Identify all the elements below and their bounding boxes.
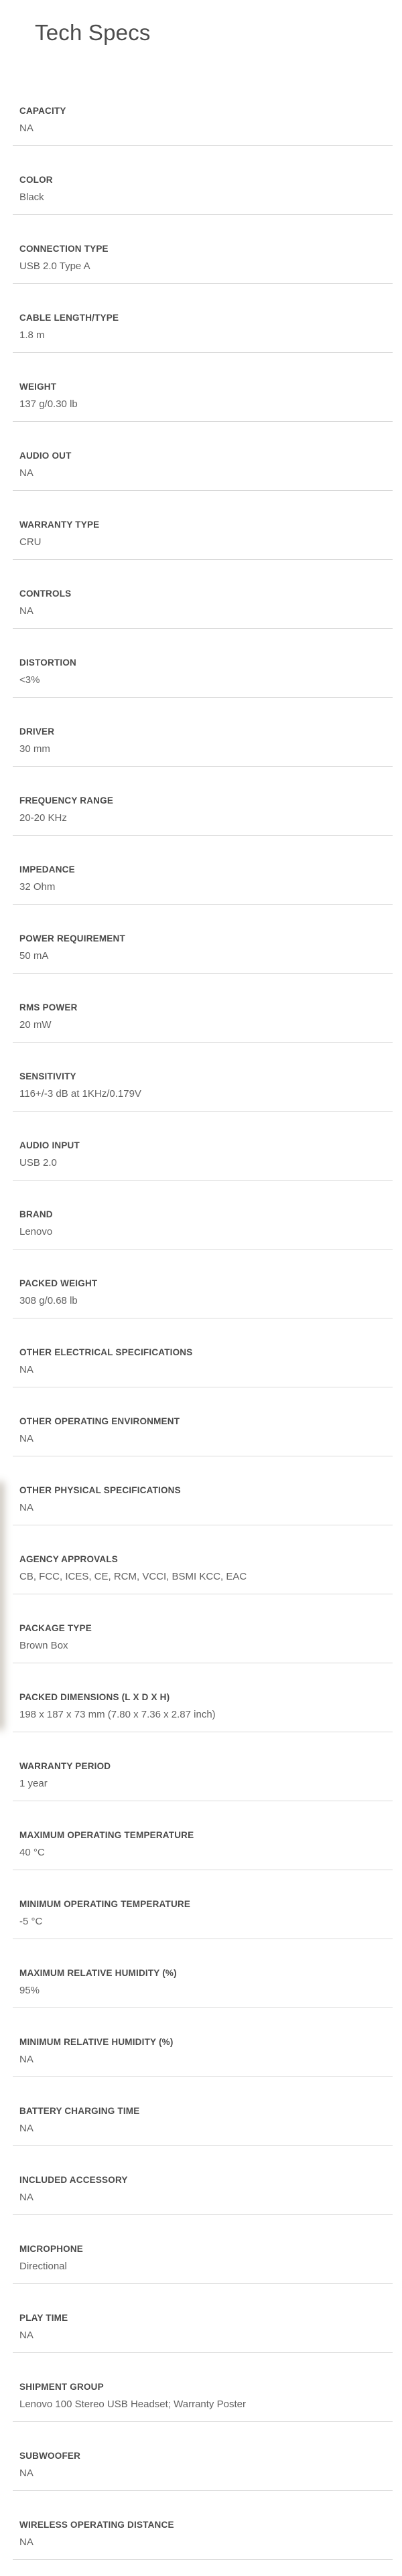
spec-value: Lenovo 100 Stereo USB Headset; Warranty Poster [19, 2399, 246, 2410]
spec-value: NA [19, 1364, 34, 1375]
spec-value: 95% [19, 1985, 40, 1996]
spec-row [13, 905, 393, 974]
spec-value: 30 mm [19, 743, 50, 755]
spec-value: 116+/-3 dB at 1KHz/0.179V [19, 1088, 141, 1100]
spec-label: PLAY TIME [19, 2313, 68, 2323]
spec-row [13, 77, 393, 146]
spec-value: NA [19, 2123, 34, 2134]
spec-value: CB, FCC, ICES, CE, RCM, VCCI, BSMI KCC, EAC [19, 1571, 247, 1582]
spec-value: 198 x 187 x 73 mm (7.80 x 7.36 x 2.87 inch) [19, 1709, 216, 1720]
spec-row [13, 2146, 393, 2215]
spec-value: NA [19, 2536, 34, 2548]
spec-row [13, 2491, 393, 2560]
spec-value: NA [19, 1502, 34, 1513]
spec-label: PACKAGE TYPE [19, 1623, 92, 1633]
spec-label: COLOR [19, 175, 53, 185]
spec-value: 1 year [19, 1778, 48, 1789]
spec-label: RMS POWER [19, 1002, 78, 1012]
spec-row [13, 1939, 393, 2008]
spec-label: CONNECTION TYPE [19, 244, 109, 254]
spec-row [13, 1732, 393, 1801]
spec-label: WEIGHT [19, 382, 57, 392]
spec-label: BRAND [19, 1209, 53, 1219]
spec-row [13, 353, 393, 422]
spec-value: 137 g/0.30 lb [19, 398, 78, 410]
spec-value: NA [19, 2468, 34, 2479]
spec-label: WARRANTY PERIOD [19, 1761, 111, 1771]
spec-row [13, 2008, 393, 2077]
spec-value: 20-20 KHz [19, 812, 67, 824]
spec-value: NA [19, 605, 34, 617]
spec-list [13, 77, 393, 2560]
spec-value: Brown Box [19, 1640, 68, 1651]
spec-row [13, 836, 393, 905]
spec-label: SENSITIVITY [19, 1071, 76, 1081]
spec-label: OTHER OPERATING ENVIRONMENT [19, 1416, 180, 1426]
spec-value: NA [19, 123, 34, 134]
spec-label: DISTORTION [19, 658, 77, 668]
spec-value: 20 mW [19, 1019, 52, 1031]
spec-row [13, 2215, 393, 2284]
spec-label: POWER REQUIREMENT [19, 933, 125, 943]
spec-row [13, 629, 393, 698]
spec-row [13, 1663, 393, 1732]
spec-label: INCLUDED ACCESSORY [19, 2175, 128, 2185]
spec-label: WIRELESS OPERATING DISTANCE [19, 2520, 174, 2530]
spec-label: DRIVER [19, 727, 55, 737]
spec-row [13, 1801, 393, 1870]
spec-label: OTHER PHYSICAL SPECIFICATIONS [19, 1485, 181, 1495]
spec-label: MAXIMUM OPERATING TEMPERATURE [19, 1830, 194, 1840]
spec-label: SHIPMENT GROUP [19, 2382, 104, 2392]
spec-value: NA [19, 2192, 34, 2203]
spec-value: Black [19, 192, 44, 203]
spec-value: USB 2.0 Type A [19, 260, 90, 272]
spec-row [13, 491, 393, 560]
spec-label: FREQUENCY RANGE [19, 795, 114, 806]
spec-row [13, 2284, 393, 2353]
spec-value: <3% [19, 674, 40, 686]
spec-row [13, 560, 393, 629]
spec-value: -5 °C [19, 1916, 43, 1927]
spec-value: Directional [19, 2261, 67, 2272]
spec-label: IMPEDANCE [19, 864, 75, 875]
spec-value: NA [19, 2054, 34, 2065]
spec-row [13, 1181, 393, 1249]
page-title: Tech Specs [35, 20, 151, 45]
spec-label: PACKED DIMENSIONS (L X D X H) [19, 1692, 170, 1702]
spec-label: AUDIO INPUT [19, 1140, 80, 1150]
spec-label: MAXIMUM RELATIVE HUMIDITY (%) [19, 1968, 177, 1978]
spec-row [13, 767, 393, 836]
spec-label: MINIMUM OPERATING TEMPERATURE [19, 1899, 191, 1909]
spec-label: BATTERY CHARGING TIME [19, 2106, 140, 2116]
spec-value: NA [19, 2330, 34, 2341]
spec-row [13, 2077, 393, 2146]
spec-value: USB 2.0 [19, 1157, 57, 1168]
spec-label: WARRANTY TYPE [19, 520, 100, 530]
spec-value: 308 g/0.68 lb [19, 1295, 78, 1306]
spec-label: CAPACITY [19, 106, 66, 116]
spec-row [13, 2353, 393, 2422]
spec-row [13, 1525, 393, 1594]
spec-value: 1.8 m [19, 329, 45, 341]
spec-row [13, 422, 393, 491]
spec-row [13, 1318, 393, 1387]
spec-value: 32 Ohm [19, 881, 56, 893]
spec-label: MINIMUM RELATIVE HUMIDITY (%) [19, 2037, 174, 2047]
spec-row [13, 146, 393, 215]
spec-row [13, 1249, 393, 1318]
spec-label: SUBWOOFER [19, 2451, 81, 2461]
spec-row [13, 284, 393, 353]
page-header [0, 0, 402, 48]
spec-value: Lenovo [19, 1226, 53, 1237]
spec-label: AUDIO OUT [19, 451, 72, 461]
spec-value: NA [19, 467, 34, 479]
spec-label: PACKED WEIGHT [19, 1278, 98, 1288]
spec-row [13, 1043, 393, 1112]
spec-value: 50 mA [19, 950, 49, 962]
spec-label: MICROPHONE [19, 2244, 84, 2254]
spec-row [13, 1594, 393, 1663]
spec-row [13, 2422, 393, 2491]
spec-label: CABLE LENGTH/TYPE [19, 313, 119, 323]
spec-value: NA [19, 1433, 34, 1444]
spec-row [13, 1112, 393, 1181]
spec-row [13, 1456, 393, 1525]
spec-label: AGENCY APPROVALS [19, 1554, 118, 1564]
spec-row [13, 1870, 393, 1939]
spec-row [13, 698, 393, 767]
spec-row [13, 215, 393, 284]
spec-value: CRU [19, 536, 42, 548]
spec-value: 40 °C [19, 1847, 45, 1858]
spec-row [13, 974, 393, 1043]
spec-label: OTHER ELECTRICAL SPECIFICATIONS [19, 1347, 193, 1357]
spec-label: CONTROLS [19, 589, 72, 599]
spec-row [13, 1387, 393, 1456]
